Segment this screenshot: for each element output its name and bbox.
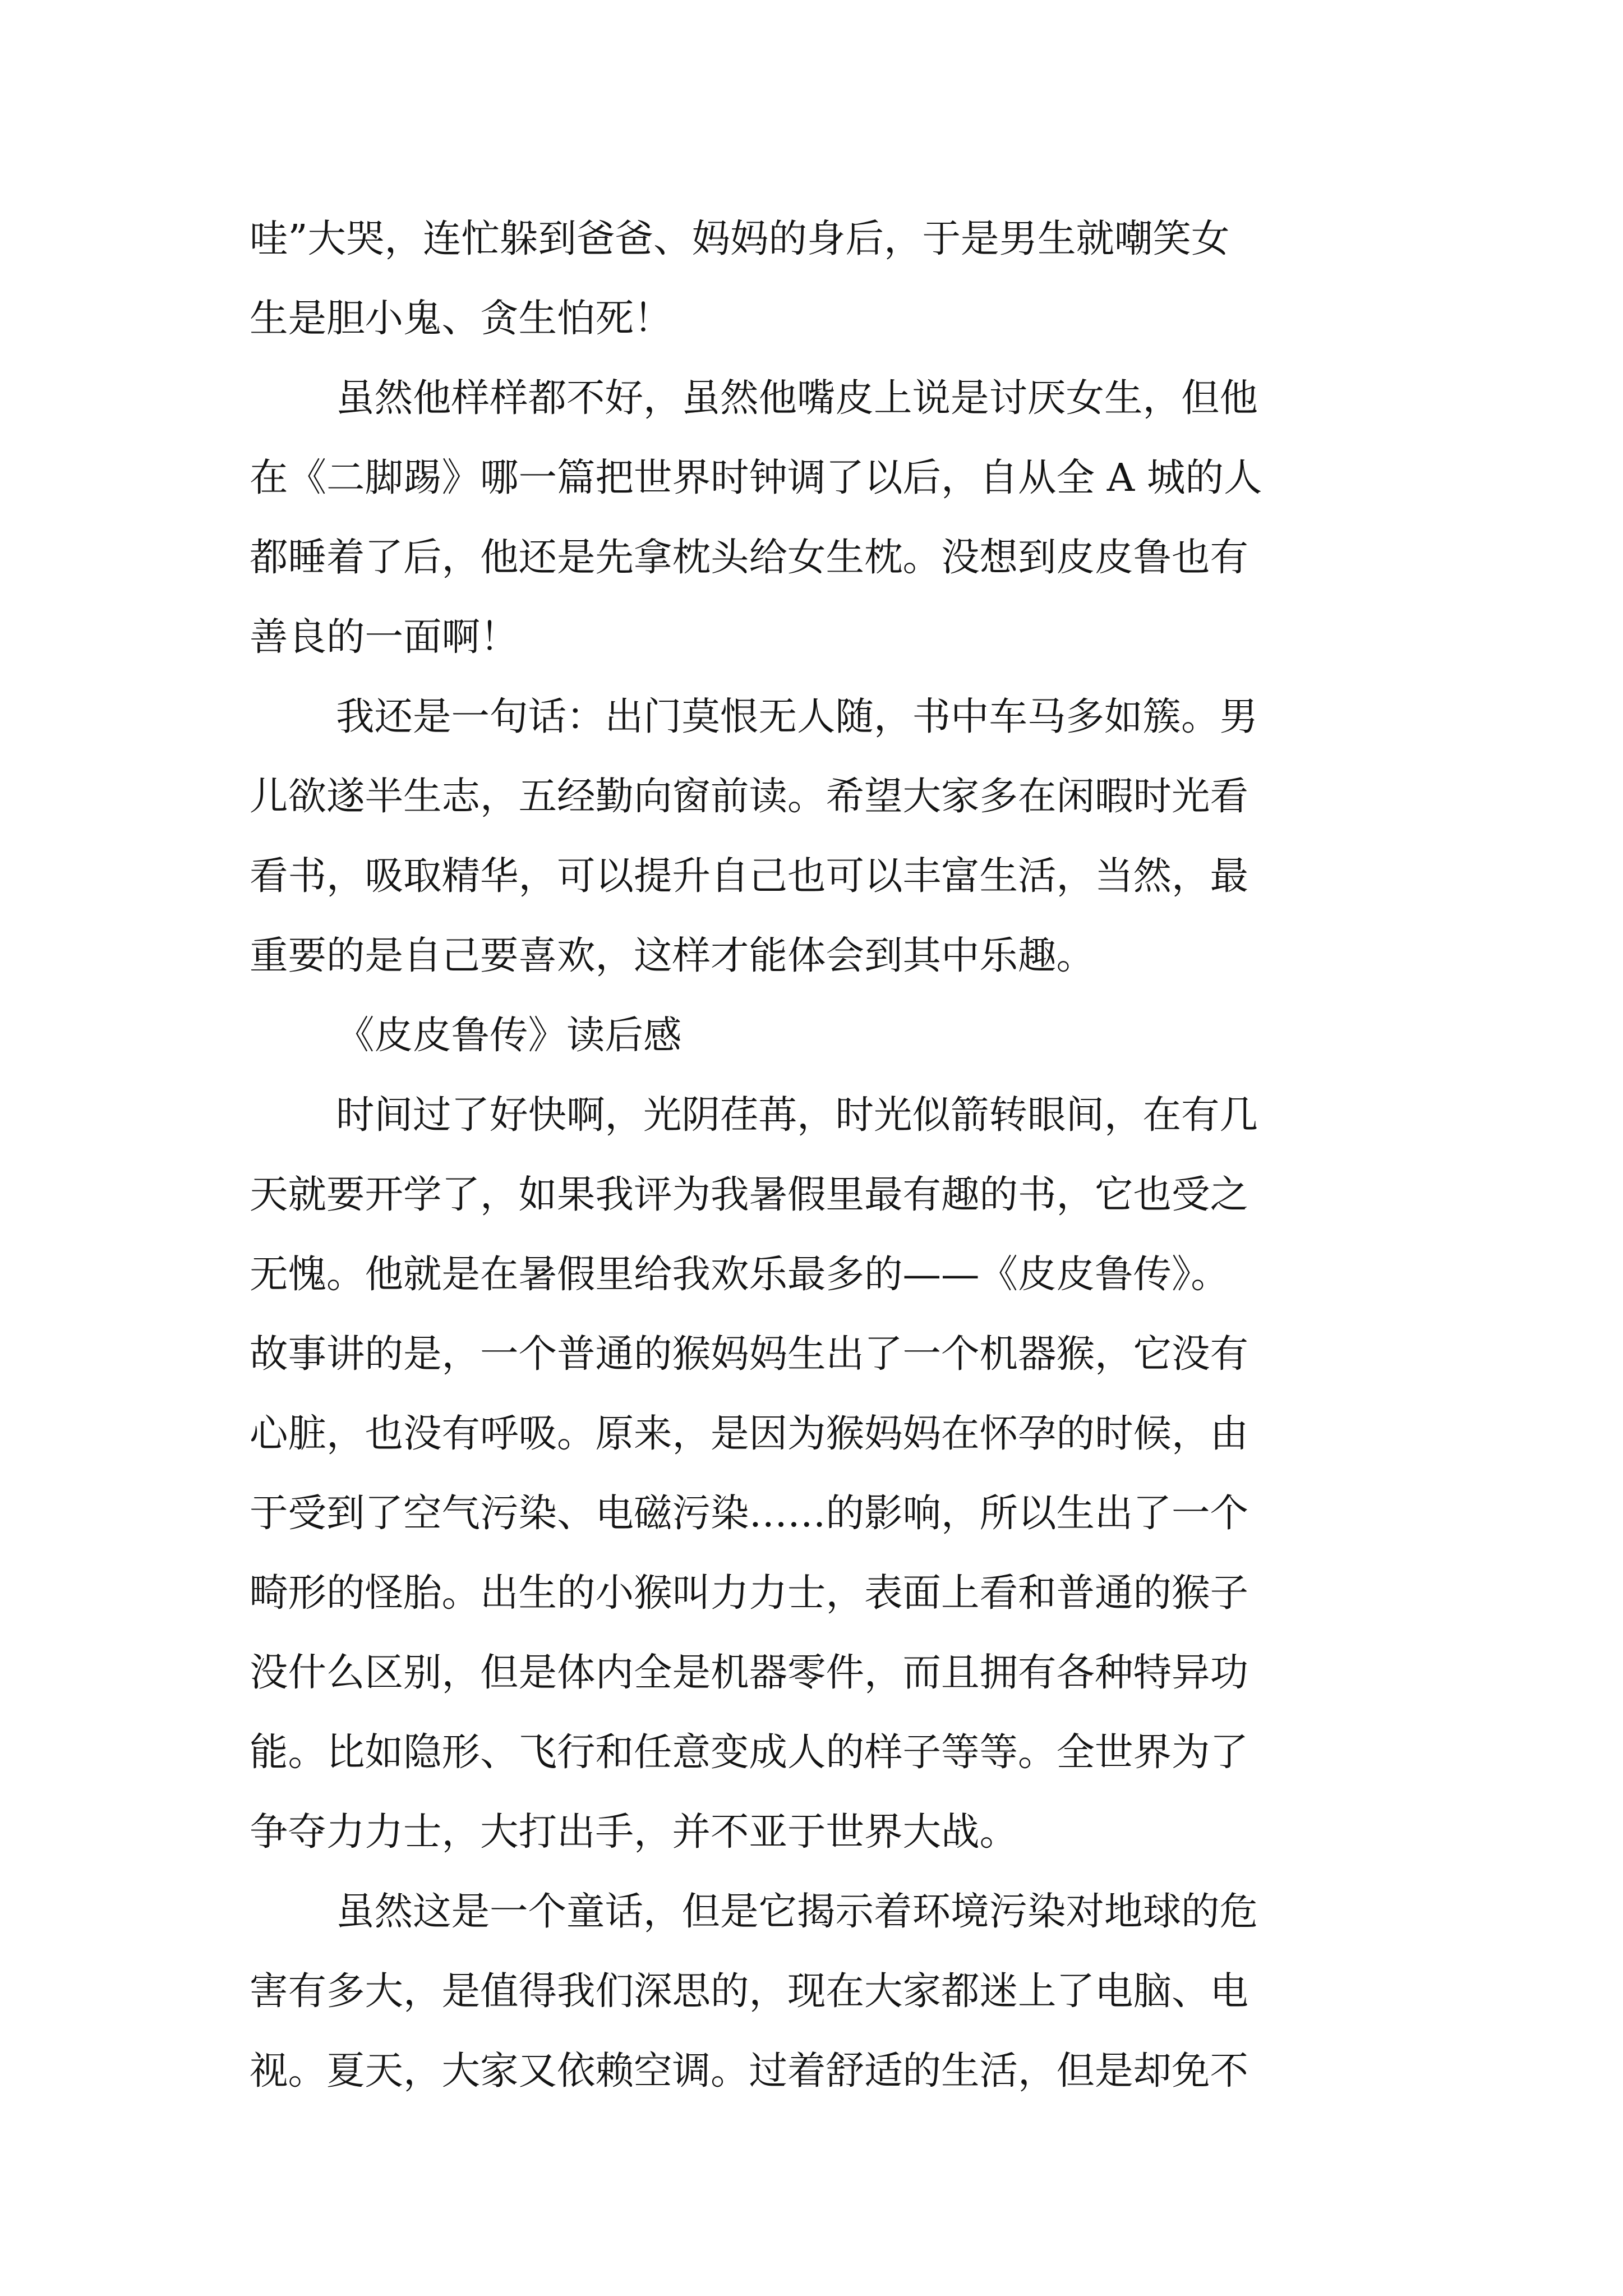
text-line: 天就要开学了，如果我评为我暑假里最有趣的书，它也受之	[250, 1172, 1249, 1217]
text-line: 善良的一面啊！	[250, 615, 519, 660]
text-line: 都睡着了后，他还是先拿枕头给女生枕。没想到皮皮鲁也有	[250, 535, 1249, 580]
document-body	[250, 199, 1388, 2111]
text-line: 争夺力力士，大打出手，并不亚于世界大战。	[250, 1810, 1018, 1855]
text-line: 无愧。他就是在暑假里给我欢乐最多的——《皮皮鲁传》。	[250, 1252, 1229, 1297]
text-line: 虽然这是一个童话，但是它揭示着环境污染对地球的危	[336, 1889, 1258, 1934]
text-line: 生是胆小鬼、贪生怕死！	[250, 296, 672, 341]
text-line: 害有多大，是值得我们深思的，现在大家都迷上了电脑、电	[250, 1969, 1249, 2014]
text-line: 故事讲的是，一个普通的猴妈妈生出了一个机器猴，它没有	[250, 1332, 1249, 1377]
text-line: 重要的是自己要喜欢，这样才能体会到其中乐趣。	[250, 933, 1095, 978]
text-line: 能。比如隐形、飞行和任意变成人的样子等等。全世界为了	[250, 1730, 1249, 1775]
text-line: 视。夏天，大家又依赖空调。过着舒适的生活，但是却免不	[250, 2049, 1249, 2093]
text-line: 虽然他样样都不好，虽然他嘴皮上说是讨厌女生，但他	[336, 376, 1258, 421]
text-line: 看书，吸取精华，可以提升自己也可以丰富生活，当然，最	[250, 854, 1249, 899]
text-line: 哇”大哭，连忙躲到爸爸、妈妈的身后，于是男生就嘲笑女	[250, 217, 1230, 261]
text-line: 畸形的怪胎。出生的小猴叫力力士，表面上看和普通的猴子	[250, 1571, 1249, 1616]
text-line: 儿欲遂半生志，五经勤向窗前读。希望大家多在闲暇时光看	[250, 774, 1249, 819]
text-line: 心脏，也没有呼吸。原来，是因为猴妈妈在怀孕的时候，由	[250, 1411, 1249, 1456]
text-line: 我还是一句话：出门莫恨无人随，书中车马多如簇。男	[336, 694, 1258, 739]
text-line: 没什么区别，但是体内全是机器零件，而且拥有各种特异功	[250, 1650, 1249, 1695]
text-line: 于受到了空气污染、电磁污染……的影响，所以生出了一个	[250, 1491, 1249, 1536]
text-line: 在《二脚踢》哪一篇把世界时钟调了以后，自从全 A 城的人	[250, 455, 1262, 500]
section-title: 《皮皮鲁传》读后感	[336, 1013, 682, 1058]
text-line: 时间过了好快啊，光阴荏苒，时光似箭转眼间，在有几	[336, 1093, 1258, 1138]
